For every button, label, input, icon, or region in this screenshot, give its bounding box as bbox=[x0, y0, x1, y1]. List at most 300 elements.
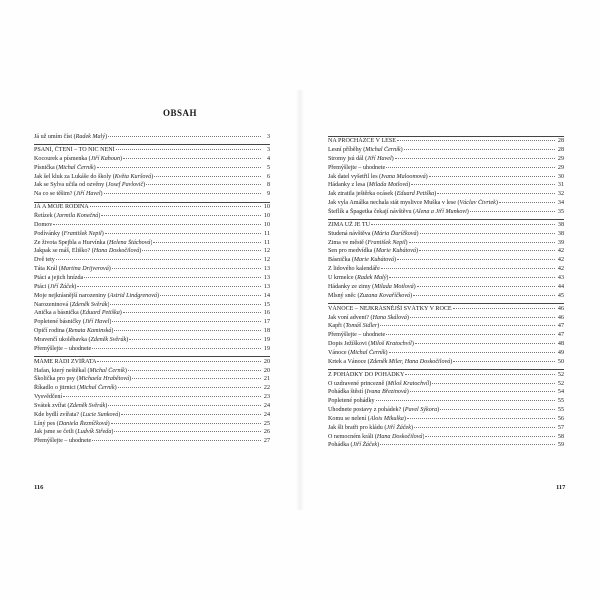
toc-entry-page: 42 bbox=[557, 257, 564, 264]
toc-entry-author: Ivana Maloomová bbox=[381, 173, 426, 180]
toc-entry-author: Marie Kubátová bbox=[353, 257, 395, 264]
toc-dot-leader bbox=[397, 140, 555, 141]
toc-entry-title-text: Kapři bbox=[328, 323, 342, 330]
toc-entry-page: 42 bbox=[557, 248, 564, 255]
toc-entry-title-text: Pohádka štěstí bbox=[328, 389, 364, 396]
toc-entry-page: 25 bbox=[263, 420, 270, 427]
toc-entry-title-text: Jak vyla Amálka nechala stát myslivce Muška v lese bbox=[328, 200, 456, 207]
toc-entry bbox=[328, 349, 564, 358]
toc-section-heading bbox=[328, 136, 564, 147]
toc-dot-leader bbox=[371, 224, 555, 225]
toc-dot-leader bbox=[425, 436, 555, 437]
toc-entry-page: 12 bbox=[263, 248, 270, 255]
toc-dot-leader bbox=[411, 184, 555, 185]
toc-entry-page: 6 bbox=[266, 173, 270, 180]
toc-dot-leader bbox=[380, 325, 555, 326]
toc-entry-title-text: Ptáci bbox=[34, 283, 47, 290]
toc-entry-page: 29 bbox=[557, 155, 564, 162]
toc-entry-title-text: Jak šli bratři pro kládu bbox=[328, 424, 383, 431]
toc-dot-leader bbox=[413, 295, 555, 296]
toc-entry bbox=[34, 327, 270, 336]
toc-entry-title-text: VÁNOCE – NEJKRÁSNĚJŠÍ SVÁTKY V ROCE bbox=[328, 305, 452, 312]
toc-entry bbox=[328, 146, 564, 155]
toc-entry-title: Písnička (Michal Černík) bbox=[34, 164, 96, 171]
toc-dot-leader bbox=[386, 167, 555, 168]
toc-entry-title-text: Přemýšlejte – uhodnete bbox=[328, 332, 386, 339]
toc-entry-page: 38 bbox=[557, 230, 564, 237]
toc-entry-author: Ludvík Středa bbox=[77, 429, 112, 436]
toc-entry-title: Táta Král (Martina Drijverová) bbox=[34, 266, 111, 273]
toc-dot-leader bbox=[104, 193, 261, 194]
toc-entry-page: 13 bbox=[263, 283, 270, 290]
toc-entry-title: Řetízek (Jarmila Konečná) bbox=[34, 213, 101, 220]
toc-dot-leader bbox=[409, 242, 555, 243]
toc-entry-title: Anička a básnička (Eduard Petiška) bbox=[34, 310, 122, 317]
toc-entry bbox=[328, 155, 564, 164]
toc-entry-title bbox=[34, 345, 91, 354]
toc-dot-leader bbox=[470, 211, 555, 212]
toc-entry-page: 10 bbox=[263, 213, 270, 220]
toc-entry-title-text: Z lidového kalendáře bbox=[328, 266, 380, 273]
toc-entry-title-text: Svátek zvířat bbox=[34, 402, 66, 409]
toc-entry-title: Jak šli bratři pro kládu (Jiří Žáček) bbox=[328, 424, 413, 431]
toc-entry-title-text: Krtek a Vánoce bbox=[328, 358, 367, 365]
toc-entry-title bbox=[328, 221, 370, 230]
contents-title: OBSAH bbox=[162, 108, 197, 118]
toc-entry-title: Lesní příběhy (Michal Černík) bbox=[328, 147, 403, 153]
toc-dot-leader bbox=[389, 352, 555, 353]
toc-entry-title-text: Hafan, který neštěkal bbox=[34, 367, 86, 374]
toc-entry-title bbox=[328, 305, 452, 314]
toc-entry-page: 13 bbox=[263, 266, 270, 273]
toc-dot-leader bbox=[121, 414, 261, 415]
toc-dot-leader bbox=[128, 370, 261, 371]
toc-entry-title bbox=[34, 358, 96, 367]
toc-entry-page: 17 bbox=[263, 319, 270, 326]
toc-entry-title: Komu se nelení (Alois Mikulka) bbox=[328, 415, 406, 422]
toc-entry-author: Michal Černík bbox=[350, 349, 386, 356]
toc-dot-leader bbox=[405, 374, 555, 375]
toc-dot-leader bbox=[160, 295, 261, 296]
toc-entry bbox=[328, 433, 564, 442]
toc-entry-title: Stromy jsú dál (Jiří Havel) bbox=[328, 155, 394, 162]
toc-entry-title: Opičí rodina (Renata Kaminská) bbox=[34, 328, 114, 335]
toc-entry-title-text: Říkadlo o jitrnici bbox=[34, 385, 76, 392]
toc-entry-title: Hádanky ze zimy (Milada Motlová) bbox=[328, 283, 416, 290]
toc-entry bbox=[34, 402, 270, 411]
toc-entry bbox=[34, 367, 270, 376]
toc-entry-page: 24 bbox=[263, 411, 270, 418]
toc-dot-leader bbox=[499, 202, 555, 203]
toc-entry-author: Zdeněk Svěrák bbox=[90, 336, 127, 343]
toc-entry-page: 34 bbox=[557, 200, 564, 207]
toc-section-heading bbox=[328, 369, 564, 380]
toc-entry-page: 45 bbox=[557, 292, 564, 299]
toc-entry-title bbox=[34, 221, 52, 230]
toc-entry-title-text: Jak datel vyšetřil les bbox=[328, 173, 378, 180]
toc-entry-title-text: Jak se Sylva učila od ozvěny bbox=[34, 182, 105, 189]
toc-entry-title: Dopis Ježíškovi (Miloš Kratochvíl) bbox=[328, 341, 414, 348]
toc-entry-author: Ivana Březinová bbox=[366, 389, 407, 396]
toc-entry bbox=[328, 274, 564, 283]
toc-entry-title-text: Básnička bbox=[328, 257, 351, 264]
toc-entry-page: 57 bbox=[557, 424, 564, 431]
toc-entry bbox=[34, 155, 270, 164]
toc-entry-page: 38 bbox=[557, 221, 564, 228]
toc-entry-page: 19 bbox=[263, 345, 270, 352]
toc-entry bbox=[34, 164, 270, 173]
toc-entry-title-text: Dvě tety bbox=[34, 257, 55, 264]
toc-entry-title-text: Jakpak se máš, Eliško? bbox=[34, 248, 91, 255]
toc-entry-title: Podívánky (František Nepil) bbox=[34, 230, 104, 237]
toc-entry-title-text: Táta Král bbox=[34, 266, 58, 273]
toc-entry-title: Mlsný sněc (Zuzana Kovaříčková) bbox=[328, 292, 413, 299]
toc-entry-title: O uzdravené princezně (Miloš Kratochvíl) bbox=[328, 380, 432, 387]
toc-entry-author: Květa Kuršová bbox=[114, 173, 152, 180]
toc-entry bbox=[328, 358, 564, 367]
toc-entry-title bbox=[328, 371, 404, 380]
toc-entry-author: Lucie Sunková bbox=[82, 411, 119, 418]
toc-dot-leader bbox=[132, 378, 261, 379]
toc-entry-author: Alois Mikulka bbox=[369, 415, 404, 422]
toc-entry-author: Jiří Žáček bbox=[352, 442, 378, 449]
toc-entry-title-text: Přemýšlejte – uhodnete bbox=[34, 438, 92, 445]
toc-entry-page: 55 bbox=[557, 398, 564, 405]
toc-entry-title: Na co se těšim? (Jiří Havel) bbox=[34, 191, 103, 198]
toc-entry bbox=[34, 393, 270, 402]
toc-entry bbox=[328, 380, 564, 389]
toc-entry-title-text: Popletené pohádky bbox=[328, 398, 375, 405]
toc-entry bbox=[34, 309, 270, 318]
toc-entry bbox=[328, 388, 564, 397]
toc-dot-leader bbox=[429, 176, 555, 177]
toc-entry-page: 47 bbox=[557, 332, 564, 339]
toc-entry-author: Renata Kaminská bbox=[68, 328, 112, 335]
toc-entry-title bbox=[34, 437, 91, 446]
toc-entry-page: 28 bbox=[557, 138, 564, 144]
toc-entry-author: Zdeněk Miler, Hana Doskočilová bbox=[369, 358, 451, 365]
toc-entry-page: 47 bbox=[557, 323, 564, 330]
toc-entry-title: Popletené básničky (Jiří Havel) bbox=[34, 319, 112, 326]
toc-dot-leader bbox=[108, 405, 261, 406]
toc-entry bbox=[34, 283, 270, 292]
toc-dot-leader bbox=[123, 312, 261, 313]
toc-entry-author: Jiří Žáček bbox=[386, 424, 411, 431]
toc-entry-page: 31 bbox=[557, 182, 564, 189]
toc-entry-page: 8 bbox=[266, 182, 270, 189]
toc-entry-page: 26 bbox=[263, 429, 270, 436]
toc-entry bbox=[328, 208, 564, 217]
toc-entry-page: 55 bbox=[557, 407, 564, 414]
toc-entry-author: Jiří Kahoun bbox=[90, 155, 120, 162]
toc-entry-page: 44 bbox=[557, 283, 564, 290]
toc-entry-page: 30 bbox=[557, 173, 564, 180]
toc-entry-title: Pohádka (Jiří Žáček) bbox=[328, 442, 380, 449]
toc-entry-title-text: Lesní příběhy bbox=[328, 147, 362, 153]
toc-entry-title: Sen pro medvídka (Marie Kubátová) bbox=[328, 248, 419, 255]
toc-dot-leader bbox=[110, 304, 261, 305]
toc-entry bbox=[34, 318, 270, 327]
toc-entry-page: 22 bbox=[263, 385, 270, 392]
toc-entry bbox=[34, 265, 270, 274]
toc-entry-page: 46 bbox=[557, 305, 564, 312]
toc-entry-author: Michal Černík bbox=[79, 385, 115, 392]
toc-entry bbox=[34, 411, 270, 420]
toc-entry bbox=[328, 247, 564, 256]
toc-entry-page: 18 bbox=[263, 328, 270, 335]
toc-entry bbox=[34, 212, 270, 221]
toc-entry bbox=[34, 239, 270, 248]
toc-entry-author: Daniela Řezníčková bbox=[58, 420, 108, 427]
toc-entry-author: František Nepil bbox=[63, 230, 102, 237]
toc-entry-title: Jak datel vyšetřil les (Ivana Maloomová) bbox=[328, 173, 428, 180]
toc-entry-title-text: Šteflík a Špagetka čekají návštěvu bbox=[328, 208, 412, 215]
toc-entry bbox=[328, 190, 564, 199]
toc-entry-title-text: Sen pro medvídka bbox=[328, 248, 373, 255]
toc-entry-title: Pohádka štěstí (Ivana Březinová) bbox=[328, 389, 409, 396]
toc-dot-leader bbox=[97, 361, 261, 362]
toc-entry-author: Jiří Havel bbox=[84, 319, 110, 326]
toc-entry bbox=[328, 314, 564, 323]
toc-dot-leader bbox=[432, 383, 555, 384]
toc-entry-author: Václav Čtvrtek bbox=[459, 200, 496, 207]
toc-entry-page: 20 bbox=[263, 358, 270, 365]
toc-entry-page: 59 bbox=[557, 442, 564, 449]
toc-entry-title-text: Kde bydlí zvířata? bbox=[34, 411, 80, 418]
toc-entry bbox=[34, 375, 270, 384]
toc-entry-page: 23 bbox=[263, 394, 270, 401]
toc-entry-author: Hana Doskočilová bbox=[93, 248, 140, 255]
toc-entry-page: 4 bbox=[266, 155, 270, 162]
toc-entry-page: 13 bbox=[263, 274, 270, 281]
toc-entry-title-text: Ptáci a jejich hnízda bbox=[34, 274, 84, 281]
toc-entry-title bbox=[328, 331, 385, 340]
toc-dot-leader bbox=[407, 418, 555, 419]
toc-dot-leader bbox=[395, 158, 555, 159]
toc-entry-title-text: Vysvědčení bbox=[34, 394, 63, 401]
toc-dot-leader bbox=[129, 339, 261, 340]
toc-dot-leader bbox=[453, 361, 555, 362]
toc-left-column bbox=[34, 133, 270, 446]
toc-entry-title: Kapři (Tomáš Sidler) bbox=[328, 323, 380, 330]
toc-entry bbox=[328, 181, 564, 190]
toc-entry-title: Krtek a Vánoce (Zdeněk Miler, Hana Doskočilová) bbox=[328, 358, 453, 365]
toc-entry-page: 28 bbox=[557, 147, 564, 153]
toc-entry-title: Školička pro psy (Michaela Hrabětová) bbox=[34, 376, 132, 383]
toc-entry-title-text: Dopis Ježíškovi bbox=[328, 341, 367, 348]
toc-entry-title: Jak jsme se četli (Ludvík Středa) bbox=[34, 429, 114, 436]
toc-entry-author: Radek Malý bbox=[357, 274, 387, 281]
toc-entry bbox=[34, 133, 270, 142]
toc-entry-author: Eduard Petiška bbox=[396, 191, 435, 198]
toc-entry bbox=[328, 406, 564, 415]
toc-entry-title-text: Moje nejkrásnější narozeniny bbox=[34, 292, 107, 299]
toc-entry-page: 14 bbox=[263, 292, 270, 299]
toc-entry-page: 35 bbox=[557, 208, 564, 215]
toc-entry bbox=[328, 256, 564, 265]
toc-dot-leader bbox=[417, 286, 555, 287]
toc-entry-author: Jiří Havel bbox=[367, 155, 392, 162]
toc-entry bbox=[328, 164, 564, 173]
toc-entry bbox=[34, 336, 270, 345]
toc-entry-author: Marie Kubátová bbox=[375, 248, 417, 255]
toc-entry-title: Hafan, který neštěkal (Michal Černík) bbox=[34, 367, 127, 374]
toc-dot-leader bbox=[419, 250, 555, 251]
toc-entry-page: 56 bbox=[557, 415, 564, 422]
toc-entry-title bbox=[328, 397, 375, 406]
toc-dot-leader bbox=[415, 343, 555, 344]
toc-entry-title: Uhodnete postavy z pohádek? (Pavel Sýkora) bbox=[328, 407, 440, 414]
toc-entry-title: Studená návštěva (Mária Ďuríčková) bbox=[328, 230, 419, 237]
toc-entry bbox=[328, 292, 564, 301]
toc-dot-leader bbox=[84, 277, 261, 278]
toc-dot-leader bbox=[453, 308, 555, 309]
toc-dot-leader bbox=[404, 149, 555, 150]
toc-entry-title-text: Hádanky ze zimy bbox=[328, 283, 371, 290]
toc-entry-title-text: Stromy jsú dál bbox=[328, 155, 364, 162]
toc-entry-page: 43 bbox=[557, 274, 564, 281]
toc-dot-leader bbox=[437, 193, 555, 194]
toc-entry-author: Jiří Havel bbox=[75, 191, 101, 198]
toc-entry-page: 10 bbox=[263, 221, 270, 228]
toc-entry-page: 21 bbox=[263, 376, 270, 383]
toc-entry-title-text: Ze života Spejbla a Hurvínka bbox=[34, 239, 106, 246]
toc-entry-page: 15 bbox=[263, 301, 270, 308]
toc-entry bbox=[328, 265, 564, 274]
toc-section-heading bbox=[34, 144, 270, 155]
toc-dot-leader bbox=[112, 268, 261, 269]
toc-entry-author: Tomáš Sidler bbox=[345, 323, 378, 330]
toc-entry-title-text: Komu se nelení bbox=[328, 415, 367, 422]
toc-entry-author: Michal Černík bbox=[58, 164, 94, 171]
toc-dot-leader bbox=[410, 391, 555, 392]
toc-entry bbox=[34, 181, 270, 190]
toc-entry-title-text: Řetízek bbox=[34, 213, 53, 220]
toc-entry-title-text: Popletené básničky bbox=[34, 319, 82, 326]
toc-entry bbox=[328, 441, 564, 450]
toc-entry bbox=[34, 221, 270, 230]
toc-entry-title-text: Písnička bbox=[34, 164, 55, 171]
toc-entry-page: 11 bbox=[264, 230, 270, 237]
toc-entry-title: Já už umím číst (Radek Malý) bbox=[34, 134, 107, 140]
toc-entry-author: Milada Motlová bbox=[368, 182, 409, 189]
toc-dot-leader bbox=[389, 277, 555, 278]
toc-entry-title: Jakpak se máš, Eliško? (Hana Doskočilová) bbox=[34, 248, 142, 255]
toc-entry-author: Alena a Jiří Munkovi bbox=[415, 208, 467, 215]
toc-section-heading bbox=[34, 356, 270, 367]
toc-dot-leader bbox=[386, 334, 555, 335]
toc-entry-page: 54 bbox=[557, 389, 564, 396]
toc-entry-title-text: Přemýšlejte – uhodnete bbox=[34, 345, 92, 352]
toc-entry-title: Jak ztratila ještěrka ocásek (Eduard Petiška) bbox=[328, 191, 437, 198]
toc-entry bbox=[34, 428, 270, 437]
toc-entry-author: Eduard Petiška bbox=[82, 310, 120, 317]
toc-dot-leader bbox=[101, 215, 261, 216]
toc-entry bbox=[34, 420, 270, 429]
toc-dot-leader bbox=[154, 176, 261, 177]
toc-dot-leader bbox=[77, 286, 261, 287]
toc-entry-author: Michal Černík bbox=[89, 367, 125, 374]
toc-entry-title-text: Domov bbox=[34, 221, 53, 228]
toc-entry bbox=[328, 397, 564, 406]
toc-entry-title-text: Jak ztratila ještěrka ocásek bbox=[328, 191, 394, 198]
toc-entry-title-text: Opičí rodina bbox=[34, 328, 65, 335]
toc-dot-leader bbox=[420, 233, 555, 234]
toc-entry-title: Narozeninová (Zdeněk Svěrák) bbox=[34, 301, 110, 308]
toc-entry-page: 58 bbox=[557, 433, 564, 440]
toc-dot-leader bbox=[92, 440, 261, 441]
toc-entry-page: 46 bbox=[557, 314, 564, 321]
toc-entry bbox=[34, 384, 270, 393]
toc-entry-page: 16 bbox=[263, 310, 270, 317]
toc-right-column bbox=[328, 133, 564, 450]
toc-entry-title: Říkadlo o jitrnici (Michal Černík) bbox=[34, 385, 117, 392]
toc-entry-page: 49 bbox=[557, 349, 564, 356]
toc-entry-page: 52 bbox=[557, 380, 564, 387]
toc-dot-leader bbox=[123, 158, 261, 159]
toc-entry-title-text: ZIMA UŽ JE TU bbox=[328, 221, 371, 228]
toc-entry-title-text: U krmelce bbox=[328, 274, 354, 281]
left-page-number: 116 bbox=[34, 484, 44, 491]
toc-entry-title-text: Přemýšlejte – uhodnete bbox=[328, 164, 386, 171]
toc-entry-title-text: PSANÍ, ČTENÍ – TO NIC NENÍ bbox=[34, 146, 115, 153]
toc-entry-title: Kde bydlí zvířata? (Lucie Sunková) bbox=[34, 411, 121, 418]
toc-entry bbox=[328, 230, 564, 239]
toc-entry-author: Miloš Kratochvíl bbox=[387, 380, 430, 387]
toc-entry-title: Mravenčí ukolébavka (Zdeněk Svěrák) bbox=[34, 336, 129, 343]
toc-entry-title: U krmelce (Radek Malý) bbox=[328, 274, 389, 281]
toc-entry-title: O nemocném králi (Hana Doskočilová) bbox=[328, 433, 425, 440]
toc-entry bbox=[328, 331, 564, 340]
toc-entry-page: 20 bbox=[263, 367, 270, 374]
toc-dot-leader bbox=[142, 250, 261, 251]
toc-entry-page: 27 bbox=[263, 438, 270, 445]
toc-dot-leader bbox=[92, 348, 261, 349]
toc-entry-title: Moje nejkrásnější narozeniny (Astrid Lindgrenová) bbox=[34, 292, 160, 299]
toc-entry bbox=[34, 230, 270, 239]
toc-entry-page: 3 bbox=[266, 134, 270, 140]
toc-entry-author: Astrid Lindgrenová bbox=[109, 292, 157, 299]
toc-entry-title: Jak voní advent? (Hana Skálová) bbox=[328, 314, 409, 321]
toc-entry bbox=[34, 345, 270, 354]
toc-entry-author: Hana Skálová bbox=[372, 314, 407, 321]
toc-entry-title-text: O nemocném králi bbox=[328, 433, 374, 440]
toc-entry-page: 12 bbox=[263, 257, 270, 264]
toc-entry-author: Zuzana Kovaříčková bbox=[359, 292, 411, 299]
toc-dot-leader bbox=[440, 409, 555, 410]
toc-dot-leader bbox=[112, 321, 261, 322]
toc-entry-page: 10 bbox=[263, 204, 270, 211]
toc-entry-author: Helena Štáchová bbox=[108, 239, 151, 246]
toc-dot-leader bbox=[90, 206, 261, 207]
toc-entry-page: 48 bbox=[557, 341, 564, 348]
toc-entry-title: Jak šel kluk za Lukáše do školy (Květa Kuršová) bbox=[34, 173, 154, 180]
toc-entry-page: 32 bbox=[557, 191, 564, 198]
toc-entry-title-text: Narozeninová bbox=[34, 301, 69, 308]
toc-entry-page: 39 bbox=[557, 239, 564, 246]
toc-entry-author: Pavel Sýkora bbox=[404, 407, 438, 414]
toc-dot-leader bbox=[108, 136, 261, 137]
toc-entry bbox=[34, 247, 270, 256]
toc-entry-title bbox=[34, 146, 115, 155]
toc-entry-title-text: MÁME RÁDI ZVÍŘATA bbox=[34, 358, 97, 365]
toc-entry-author: Josef Pavlovič bbox=[107, 182, 144, 189]
toc-entry-page: 42 bbox=[557, 266, 564, 273]
toc-entry-page: 5 bbox=[266, 164, 270, 171]
toc-entry-title-text: Z POHÁDKY DO POHÁDKY bbox=[328, 371, 405, 378]
toc-entry-author: Michaela Hrabětová bbox=[78, 376, 130, 383]
toc-dot-leader bbox=[410, 317, 555, 318]
